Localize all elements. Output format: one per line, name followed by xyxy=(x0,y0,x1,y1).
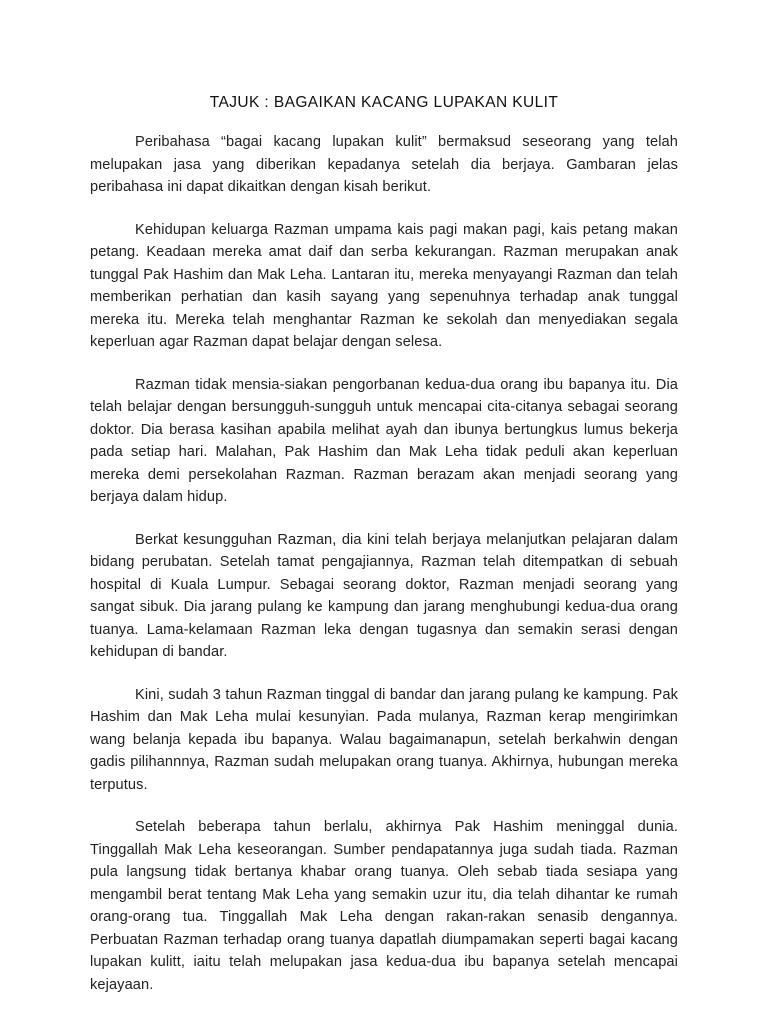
paragraph-6: Setelah beberapa tahun berlalu, akhirnya Pak Hashim meninggal dunia. Tinggallah Mak Leha keseorangan. Sumber pendapatannya juga sudah tiada. Razman pula langsung tidak bertanya khabar orang tuanya. Oleh sebab tiada sesiapa yang mengambil berat tentang Mak Leha yang semakin uzur itu, dia telah dihantar ke rumah orang-orang tua. Tinggallah Mak Leha dengan rakan-rakan senasib dengannya. Perbuatan Razman terhadap orang tuanya dapatlah diumpamakan seperti bagai kacang lupakan kulitt, iaitu telah melupakan jasa kedua-dua ibu bapanya setelah mencapai kejayaan. xyxy=(90,819,678,993)
paragraph-5: Kini, sudah 3 tahun Razman tinggal di bandar dan jarang pulang ke kampung. Pak Hashim dan Mak Leha mulai kesunyian. Pada mulanya, Razman kerap mengirimkan wang belanja kepada ibu bapanya. Walau bagaimanapun, setelah berkahwin dengan gadis pilihannnya, Razman sudah melupakan orang tuanya. Akhirnya, hubungan mereka terputus. xyxy=(90,686,678,793)
paragraph-4: Berkat kesungguhan Razman, dia kini telah berjaya melanjutkan pelajaran dalam bidang perubatan. Setelah tamat pengajiannya, Razman telah ditempatkan di sebuah hospital di Kuala Lumpur. Sebagai seorang doktor, Razman menjadi seorang yang sangat sibuk. Dia jarang pulang ke kampung dan jarang menghubungi kedua-dua orang tuanya. Lama-kelamaan Razman leka dengan tugasnya dan semakin serasi dengan kehidupan di bandar. xyxy=(90,531,678,660)
paragraph-3: Razman tidak mensia-siakan pengorbanan kedua-dua orang ibu bapanya itu. Dia telah belajar dengan bersungguh-sungguh untuk mencapai cita-citanya sebagai seorang doktor. Dia berasa kasihan apabila melihat ayah dan ibunya bertungkus lumus bekerja pada setiap hari. Malahan, Pak Hashim dan Mak Leha tidak peduli akan keperluan mereka demi persekolahan Razman. Razman berazam akan menjadi seorang yang berjaya dalam hidup. xyxy=(90,376,678,505)
essay-body xyxy=(90,131,678,1016)
paragraph-1: Peribahasa “bagai kacang lupakan kulit” bermaksud seseorang yang telah melupakan jasa yang diberikan kepadanya setelah dia berjaya. Gambaran jelas peribahasa ini dapat dikaitkan dengan kisah berikut. xyxy=(90,134,678,195)
essay-title: TAJUK : BAGAIKAN KACANG LUPAKAN KULIT xyxy=(209,94,559,111)
paragraph-2: Kehidupan keluarga Razman umpama kais pagi makan pagi, kais petang makan petang. Keadaan mereka amat daif dan serba kekurangan. Razman merupakan anak tunggal Pak Hashim dan Mak Leha. Lantaran itu, mereka menyayangi Razman dan telah memberikan perhatian dan kasih sayang yang sepenuhnya terhadap anak tunggal mereka itu. Mereka telah menghantar Razman ke sekolah dan menyediakan segala keperluan agar Razman dapat belajar dengan selesa. xyxy=(90,221,678,350)
